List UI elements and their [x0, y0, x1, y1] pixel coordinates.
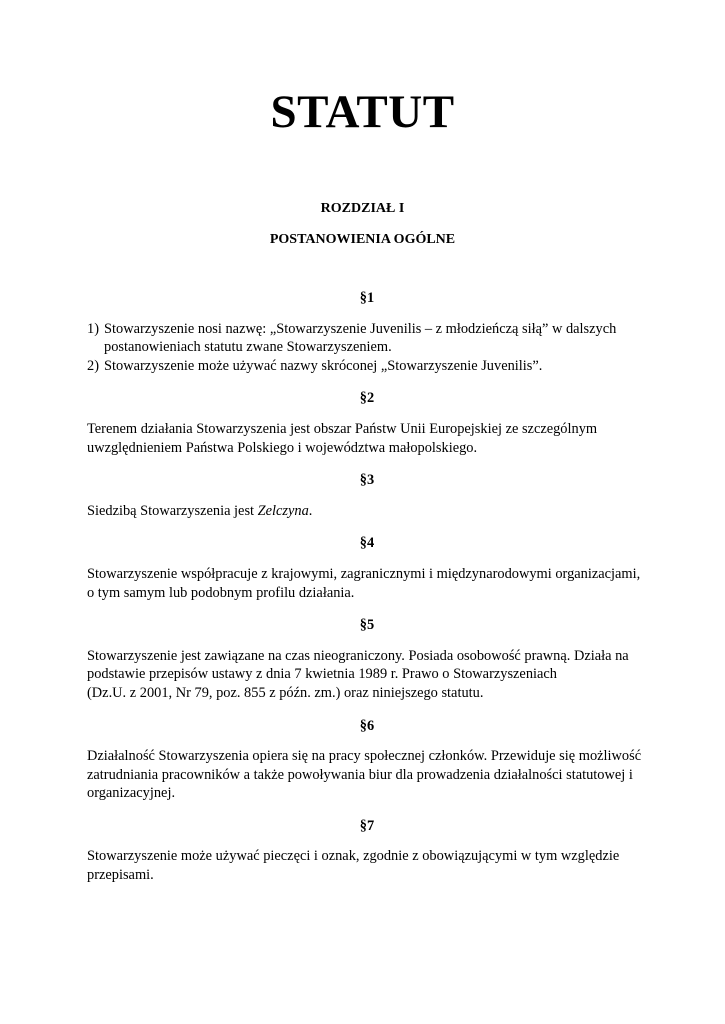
section-heading-1: §1	[359, 290, 375, 306]
section-heading-3: §3	[359, 472, 375, 489]
section-heading-6: §6	[359, 717, 375, 734]
seat-name: Zelczyna	[257, 502, 309, 519]
section-3-text	[87, 502, 647, 521]
section-5-text	[87, 647, 647, 703]
seat-suffix: .	[308, 502, 313, 519]
section-7-text: Stowarzyszenie może używać pieczęci i oznak, zgodnie z obowiązującymi w tym względzie przepisami.	[87, 848, 620, 884]
document-title: STATUT	[270, 86, 455, 138]
section-4-text: Stowarzyszenie współpracuje z krajowymi, zagranicznymi i międzynarodowymi organizacjami, o tym samym lub podobnym profilu działania.	[87, 565, 641, 601]
section-6-text: Działalność Stowarzyszenia opiera się na pracy społecznej członków. Przewiduje się możliwość zatrudniania pracowników a także powoływania biur dla prowadzenia działalności statutowej i organizacyjnej.	[87, 748, 642, 802]
section-5-line-2: (Dz.U. z 2001, Nr 79, poz. 855 z późn. zm.) oraz niniejszego statutu.	[87, 684, 484, 701]
section-5-line-1: Stowarzyszenie jest zawiązane na czas nieograniczony. Posiada osobowość prawną. Działa na podstawie przepisów ustawy z dnia 7 kwietnia 1989 r. Prawo o Stowarzyszeniach	[87, 647, 629, 683]
section-1-list	[87, 320, 647, 376]
statute-body	[87, 289, 647, 885]
chapter-title: POSTANOWIENIA OGÓLNE	[269, 232, 456, 247]
section-heading-4: §4	[359, 535, 375, 552]
list-item-text: Stowarzyszenie może używać nazwy skróconej „Stowarzyszenie Juvenilis”.	[104, 357, 543, 374]
section-heading-5: §5	[359, 617, 375, 634]
seat-prefix: Siedzibą Stowarzyszenia jest	[87, 502, 258, 519]
list-item-number: 2)	[87, 357, 99, 374]
list-item-number: 1)	[87, 320, 99, 337]
chapter-number: ROZDZIAŁ I	[320, 201, 405, 216]
section-2-text: Terenem działania Stowarzyszenia jest obszar Państw Unii Europejskiej ze szczególnym uwzględnieniem Państwa Polskiego i województwa małopolskiego.	[87, 420, 598, 456]
list-item	[87, 320, 647, 357]
list-item-text: Stowarzyszenie nosi nazwę: „Stowarzyszenie Juvenilis – z młodzieńczą siłą” w dalszych postanowieniach statutu zwane Stowarzyszeniem.	[104, 320, 617, 356]
section-heading-2: §2	[359, 390, 375, 407]
list-item	[87, 357, 647, 376]
section-heading-7: §7	[359, 817, 375, 834]
